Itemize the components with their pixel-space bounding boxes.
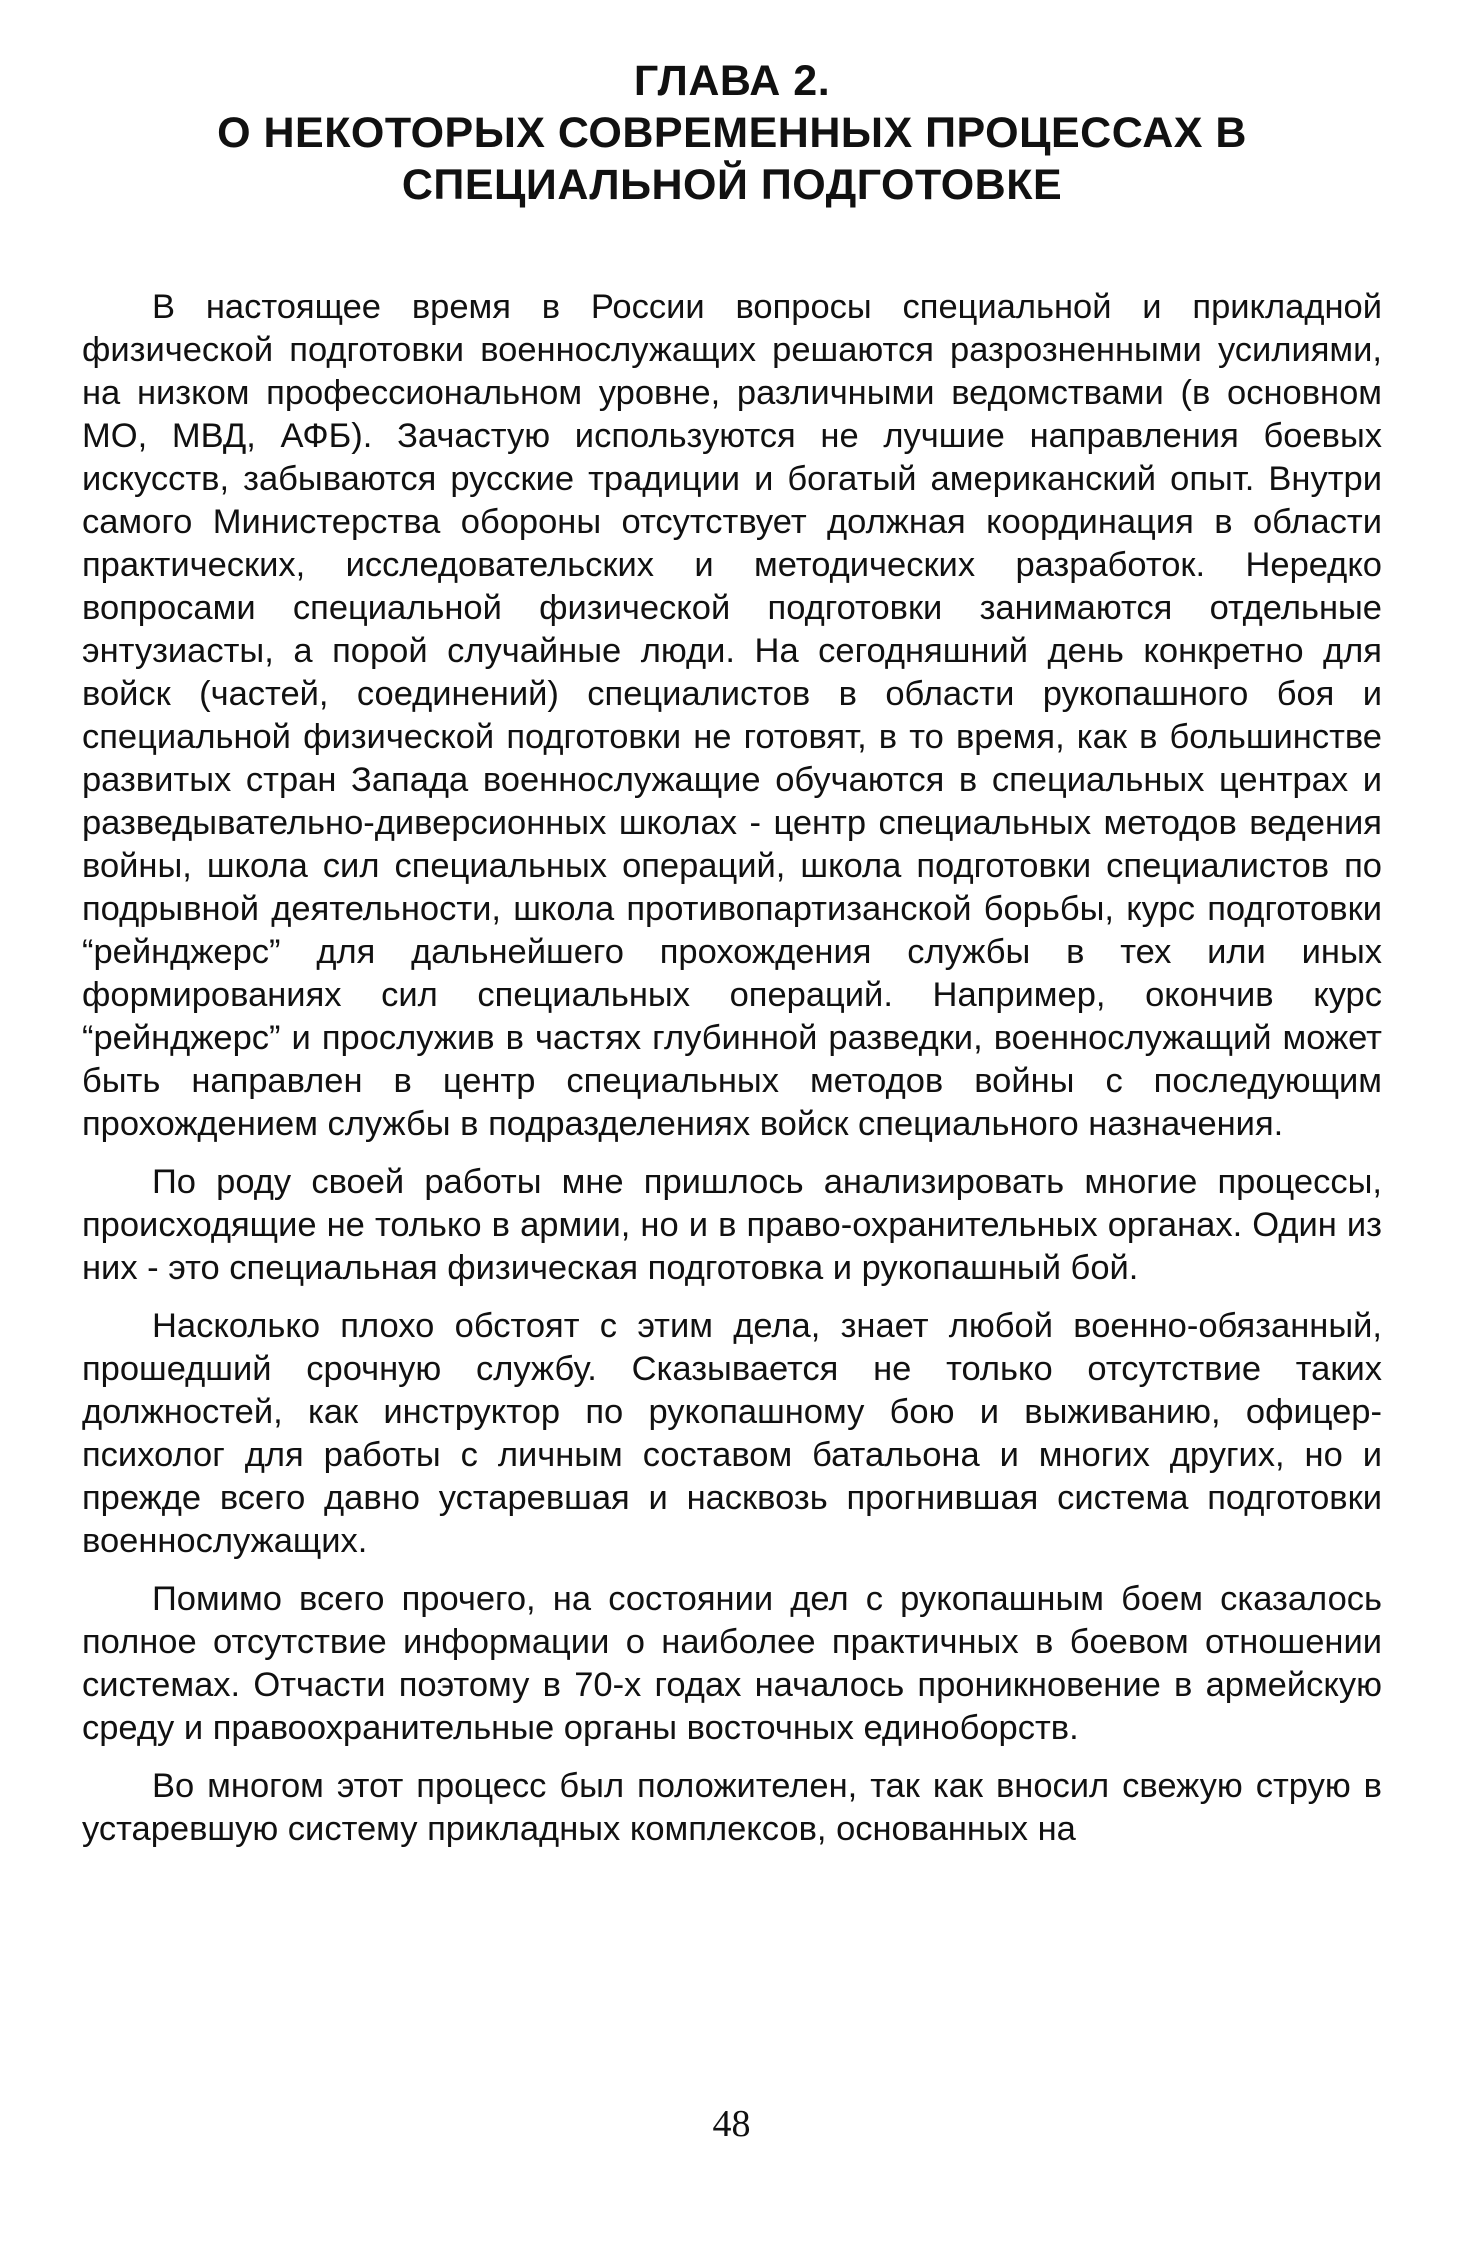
- paragraph-1: В настоящее время в России вопросы специальной и прикладной физической подготовки военнослужащих решаются разрозненными усилиями, на низком профессиональном уровне, различными ведомствами (в основном МО, МВД, АФБ). Зачастую используются не лучшие направления боевых искусств, забываются русские традиции и богатый американский опыт. Внутри самого Министерства обороны отсутствует должная координация в области практических, исследовательских и методических разработок. Нередко вопросами специальной физической подготовки занимаются отдельные энтузиасты, а порой случайные люди. На сегодняшний день конкретно для войск (частей, соединений) специалистов в области рукопашного боя и специальной физической подготовки не готовят, в то время, как в большинстве развитых стран Запада военнослужащие обучаются в специальных центрах и разведывательно-диверсионных школах - центр специальных методов ведения войны, школа сил специальных операций, школа подготовки специалистов по подрывной деятельности, школа противопартизанской борьбы, курс подготовки “рейнджерс” для дальнейшего прохождения службы в тех или иных формированиях сил специальных операций. Например, окончив курс “рейнджерс” и прослужив в частях глубинной разведки, военнослужащий может быть направлен в центр специальных методов войны с последующим прохождением службы в подразделениях войск специального назначения.: [82, 288, 1382, 1143]
- chapter-title-line-1: О НЕКОТОРЫХ СОВРЕМЕННЫХ ПРОЦЕССАХ В: [217, 109, 1247, 157]
- paragraph-4: Помимо всего прочего, на состоянии дел с рукопашным боем сказалось полное отсутствие информации о наиболее практичных в боевом отношении системах. Отчасти поэтому в 70-х годах началось проникновение в армейскую среду и правоохранительные органы восточных единоборств.: [82, 1580, 1382, 1747]
- chapter-heading: [82, 55, 1382, 211]
- paragraph-3: Насколько плохо обстоят с этим дела, знает любой военно-обязанный, прошедший срочную службу. Сказывается не только отсутствие таких должностей, как инструктор по рукопашному бою и выживанию, офицер-психолог для работы с личным составом батальона и многих других, но и прежде всего давно устаревшая и насквозь прогнившая система подготовки военнослужащих.: [82, 1307, 1382, 1560]
- page-number: 48: [712, 2103, 751, 2145]
- paragraph-5: Во многом этот процесс был положителен, так как вносил свежую струю в устаревшую систему прикладных комплексов, основанных на: [82, 1767, 1382, 1848]
- book-page: [82, 55, 1382, 1866]
- paragraph-2: По роду своей работы мне пришлось анализировать многие процессы, происходящие не только в армии, но и в право-охранительных органах. Один из них - это специальная физическая подготовка и рукопашный бой.: [82, 1163, 1382, 1287]
- chapter-label: ГЛАВА 2.: [633, 57, 831, 105]
- chapter-title-line-2: СПЕЦИАЛЬНОЙ ПОДГОТОВКЕ: [401, 161, 1063, 209]
